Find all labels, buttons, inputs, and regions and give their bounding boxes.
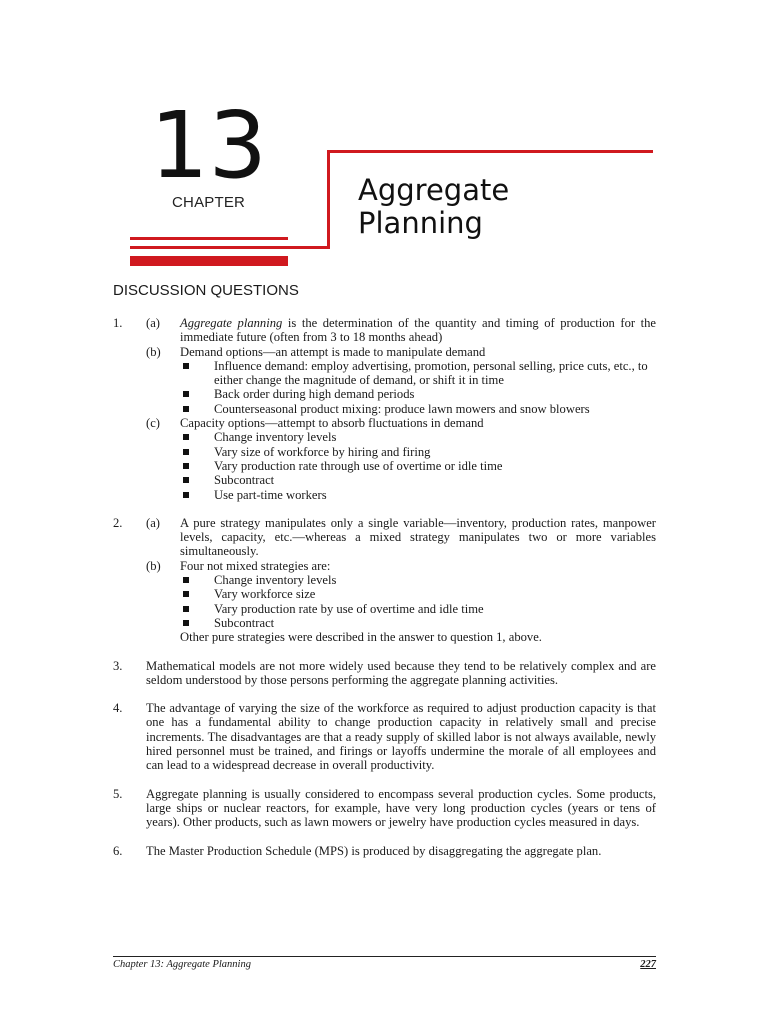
rule-mid-left	[130, 246, 330, 249]
question-2	[113, 516, 656, 645]
list-item: Change inventory levels	[180, 573, 656, 587]
page-number: 227	[640, 959, 656, 970]
rule-vertical	[327, 150, 330, 248]
rule-thin-left	[130, 237, 288, 240]
question-number: 3.	[113, 658, 123, 673]
square-bullet-icon	[183, 606, 189, 612]
section-heading: DISCUSSION QUESTIONS	[113, 282, 299, 299]
list-item: Change inventory levels	[180, 430, 656, 444]
list-item: Back order during high demand periods	[180, 387, 656, 401]
question-number: 4.	[113, 701, 123, 716]
question-2-part-b	[146, 559, 656, 573]
list-item: Vary production rate through use of overtime or idle time	[180, 459, 656, 473]
question-6	[113, 844, 656, 858]
square-bullet-icon	[183, 577, 189, 583]
title-line-2: Planning	[358, 206, 483, 240]
list-item: Use part-time workers	[180, 488, 656, 502]
title-line-1: Aggregate	[358, 173, 510, 207]
question-2-closing	[146, 630, 656, 644]
question-text: The Master Production Schedule (MPS) is produced by disaggregating the aggregate plan.	[146, 843, 602, 858]
question-text: Aggregate planning is usually considered to encompass several production cycles. Some products, large ships or nuclear reactors, for example, have very long production cycles (years or tens of years). Other products, such as lawn mowers or jewelry have production cycles measured in days.	[146, 786, 656, 830]
part-label: (b)	[146, 344, 161, 359]
square-bullet-icon	[183, 477, 189, 483]
question-1-part-c	[146, 416, 656, 430]
part-text: Demand options—an attempt is made to manipulate demand	[180, 344, 486, 359]
footer-chapter-title: Chapter 13: Aggregate Planning	[113, 959, 251, 970]
list-item: Vary size of workforce by hiring and firing	[180, 445, 656, 459]
question-number: 6.	[113, 843, 123, 858]
square-bullet-icon	[183, 391, 189, 397]
part-label: (c)	[146, 416, 160, 431]
chapter-title	[358, 174, 509, 240]
rule-top-right	[327, 150, 653, 153]
question-4	[113, 701, 656, 772]
square-bullet-icon	[183, 463, 189, 469]
list-item: Counterseasonal product mixing: produce lawn mowers and snow blowers	[180, 402, 656, 416]
list-item: Subcontract	[180, 473, 656, 487]
list-item: Influence demand: employ advertising, promotion, personal selling, price cuts, etc., to either change the magnitude of demand, or shift it in time	[180, 359, 656, 388]
part-text: Capacity options—attempt to absorb fluctuations in demand	[180, 416, 484, 431]
list-item: Vary workforce size	[180, 587, 656, 601]
part-label: (a)	[146, 515, 160, 530]
chapter-label: CHAPTER	[172, 194, 246, 211]
part-text: A pure strategy manipulates only a single variable—inventory, production rates, manpower levels, capacity, etc.—whereas a mixed strategy manipulates two or more variables simultaneously.	[180, 515, 656, 559]
question-3	[113, 659, 656, 688]
square-bullet-icon	[183, 434, 189, 440]
question-1-part-b	[146, 345, 656, 359]
part-text: Other pure strategies were described in the answer to question 1, above.	[180, 630, 542, 645]
question-number: 1.	[113, 316, 123, 330]
part-label: (b)	[146, 558, 161, 573]
list-item: Vary production rate by use of overtime and idle time	[180, 602, 656, 616]
question-text: The advantage of varying the size of the workforce as required to adjust production capacity is that one has a fundamental ability to change production capacity in relatively small and precise increments. The disadvantages are that a ready supply of skilled labor is not always available, newly hired personnel must be trained, and firings or layoffs undermine the morale of all employees and can lead to a widespread decrease in overall productivity.	[146, 701, 656, 773]
square-bullet-icon	[183, 363, 189, 369]
footer-rule	[113, 956, 656, 957]
square-bullet-icon	[183, 406, 189, 412]
square-bullet-icon	[183, 492, 189, 498]
question-1-part-a	[146, 316, 656, 345]
part-text: Four not mixed strategies are:	[180, 558, 331, 573]
question-5	[113, 787, 656, 830]
term-aggregate-planning: Aggregate planning	[180, 316, 283, 330]
part-text: is the determination of the quantity and timing of production for the immediate future (often from 3 to 18 months ahead)	[180, 316, 656, 345]
question-2-part-a	[146, 516, 656, 559]
question-1	[113, 316, 656, 502]
question-number: 5.	[113, 786, 123, 801]
rule-thick-left	[130, 256, 288, 266]
question-text: Mathematical models are not more widely used because they tend to be relatively complex and are seldom understood by those persons performing the aggregate planning activities.	[146, 658, 656, 687]
bullet-group	[146, 430, 656, 501]
bullet-group	[146, 573, 656, 630]
chapter-number: 13	[150, 92, 268, 199]
question-number: 2.	[113, 515, 123, 530]
discussion-questions	[113, 316, 656, 872]
part-label: (a)	[146, 316, 160, 330]
square-bullet-icon	[183, 591, 189, 597]
list-item: Subcontract	[180, 616, 656, 630]
square-bullet-icon	[183, 449, 189, 455]
square-bullet-icon	[183, 620, 189, 626]
bullet-group	[146, 359, 656, 416]
